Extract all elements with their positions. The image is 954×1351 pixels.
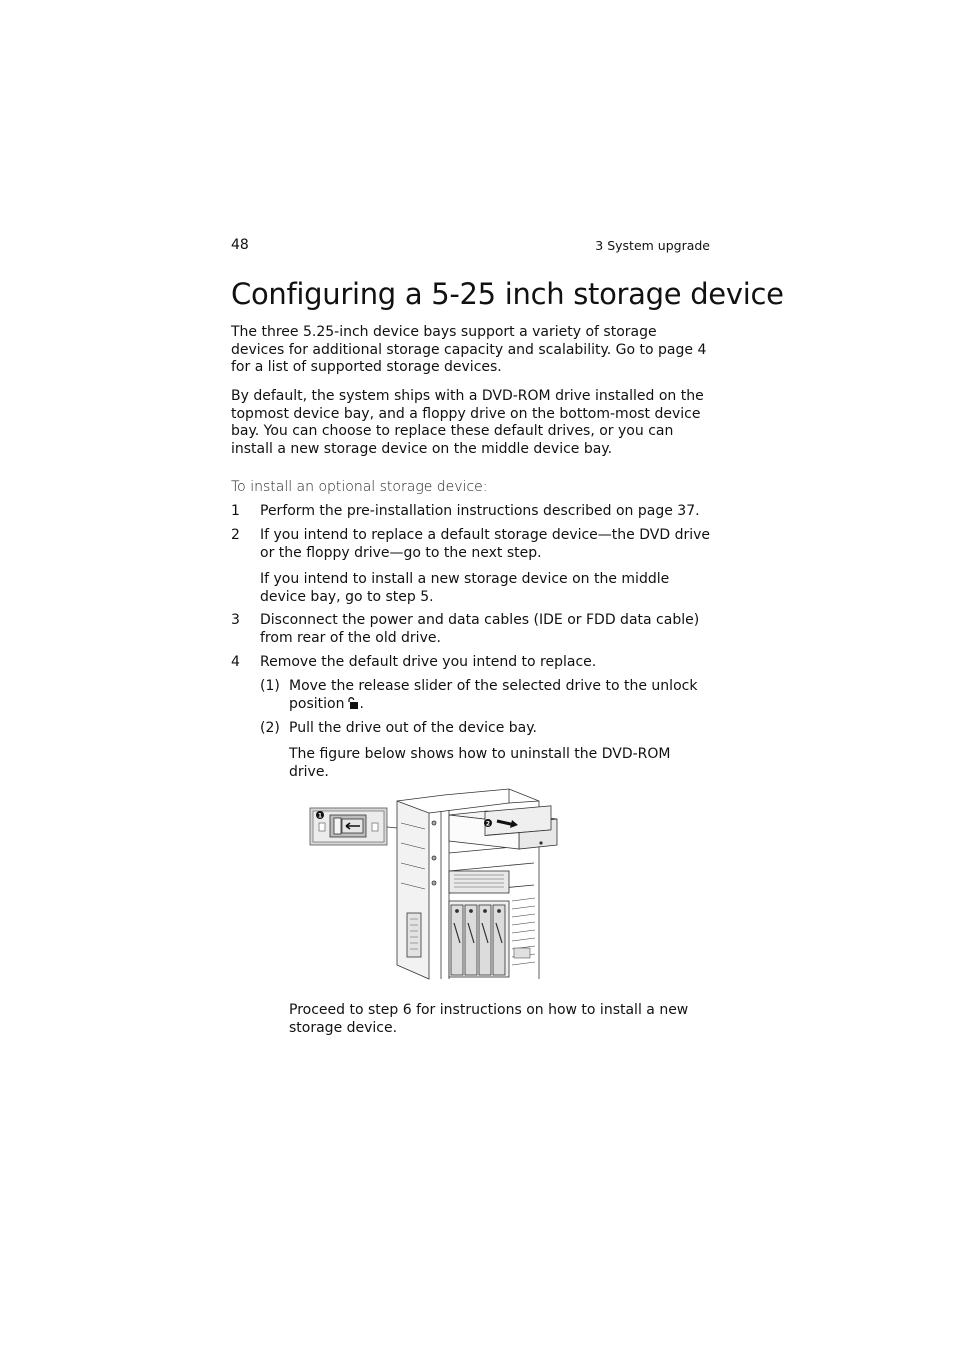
step-note: If you intend to install a new storage device on the middle device bay, go to step 5.	[260, 571, 670, 605]
figure-caption: The figure below shows how to uninstall the DVD-ROM drive.	[289, 746, 671, 780]
default-config-paragraph: By default, the system ships with a DVD-ROM drive installed on the topmost device bay, and a floppy drive on the bottom-most device bay. You can choose to replace these default drives, or you can install a new storage device on the middle device bay.	[231, 388, 704, 457]
substep-number: (1)	[260, 678, 280, 694]
closing-text: Proceed to step 6 for instructions on how to install a new storage device.	[289, 1002, 689, 1036]
substep-text-before: Move the release slider of the selected drive to the unlock position	[289, 678, 698, 712]
callout-1-label: 1	[317, 812, 323, 820]
step-text: If you intend to replace a default storage device—the DVD drive or the floppy drive—go to the next step.	[260, 527, 710, 561]
step-number: 1	[231, 503, 240, 519]
step-number: 2	[231, 527, 240, 543]
unlock-icon	[347, 697, 359, 709]
substep-text	[289, 678, 709, 713]
substep-text-after: .	[359, 695, 364, 712]
dvd-rom-drive	[449, 806, 557, 849]
substep-number: (2)	[260, 720, 280, 736]
step-number: 3	[231, 612, 240, 628]
running-head: 3 System upgrade	[595, 238, 710, 253]
procedure-intro: To install an optional storage device:	[231, 479, 488, 495]
substep-text: Pull the drive out of the device bay.	[289, 720, 537, 736]
callout-2-label: 2	[485, 820, 491, 828]
step-number: 4	[231, 654, 240, 670]
step-text: Disconnect the power and data cables (IDE or FDD data cable) from rear of the old drive.	[260, 612, 700, 646]
page-title: Configuring a 5-25 inch storage device	[231, 277, 784, 311]
dvd-removal-figure	[309, 783, 561, 981]
step-text: Perform the pre-installation instructions described on page 37.	[260, 503, 700, 519]
page-number: 48	[231, 237, 249, 253]
intro-paragraph: The three 5.25-inch device bays support a variety of storage devices for additional storage capacity and scalability. Go to page 4 for a list of supported storage devices.	[231, 324, 707, 376]
step-text: Remove the default drive you intend to replace.	[260, 654, 597, 670]
